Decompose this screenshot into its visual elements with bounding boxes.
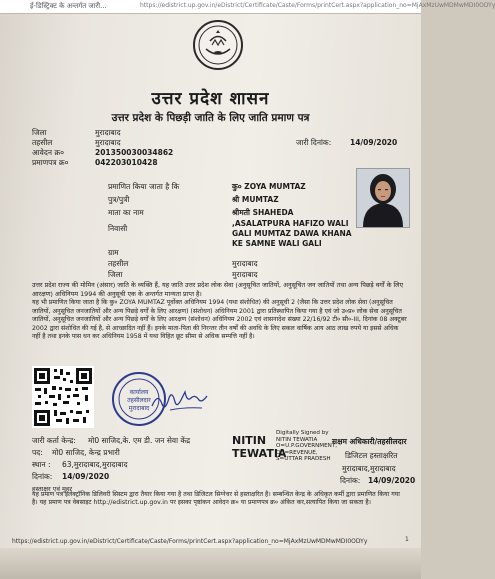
dsig-date: 14/09/2020: [368, 476, 416, 485]
caste-statement: उत्तर प्रदेश राज्य की मोमिन (अंसार) जाति के व्यक्ति हैं, यह जाति उत्तर प्रदेश लोक सेवा (अनुसूचित जातियों, अनुसूचित जन जातियों तथा अन्य पिछड़े वर्गों के लिए आरक्षण) अधिनियम 1994 की अनुसूची एक के अन्तर्गत मान्यता प्राप्त है।: [32, 281, 404, 298]
applicant-photo-figure: [357, 169, 409, 227]
mother-name: श्रीमती SHAHEDA: [232, 208, 294, 217]
applicant-district-label: जिला: [108, 270, 123, 279]
father-name: श्री MUMTAZ: [232, 195, 279, 204]
district-value: मुरादाबाद: [95, 128, 121, 137]
seal-line-2: तहसीलदार: [127, 397, 151, 404]
creamy-layer-statement: यह भी प्रमाणित किया जाता है कि कु० ZOYA MUMTAZ पूर्वोक्त अधिनियम 1994 (यथा संशोधित) की अनुसूची 2 (जैसा कि उत्तर प्रदेश लोक सेवा (अनुसूचित जातियों, अनुसूचित जनजातियों और अन्य पिछड़े वर्गों के लिए आरक्षण) (संशोधन) अधिनियम 2001 द्वारा प्रतिस्थापित किया गया है एवं जो उ०प्र० लोक सेवा अनुसूचित जातियों, अनुसूचित जनजातियों और अन्य पिछड़े वर्गों के लिए आरक्षण (संशोधन) अधिनियम 2002 एवं शासनादेश संख्या 22/16/92 टी० सी०-III, दिनांक 08 अक्टूबर 2002 द्वारा संशोधित की गई है, से आच्छादित नहीं हैं। इनके माता-पिता की निरन्तर तीन वर्षों की अवधि के लिए सकल वार्षिक आय आठ लाख रुपये या इससे अधिक नहीं है तथा इनके पास धन कर अधिनियम 1958 में यथा विहित छूट सीमा से अधिक सम्पत्ति नहीं है।: [32, 299, 407, 341]
applicant-district: मुरादाबाद: [232, 270, 258, 279]
officer-location: मुरादाबाद,मुरादाबाद: [342, 464, 396, 473]
post-value: मो0 साजिद, केन्द्र प्रभारी: [52, 448, 120, 457]
place-value: 63,मुरादाबाद,मुरादाबाद: [62, 460, 128, 469]
certificate-no-label: प्रमाणपत्र क्र०: [32, 158, 69, 167]
tehsil-value: मुरादाबाद: [95, 138, 121, 147]
officer-digitally-signed: डिजिटल हस्ताक्षरित: [345, 451, 398, 460]
relation-label: पुत्र/पुत्री: [108, 195, 130, 204]
application-no: 201350030034862: [95, 148, 174, 157]
dsig-line-4: OU=REVENUE,: [276, 449, 318, 456]
issuer-date-label: दिनांक:: [32, 472, 53, 481]
paper-bottom-edge: [0, 548, 421, 579]
applicant-address: ,ASALATPURA HAFIZO WALI GALI MUMTAZ DAWA KHANA KE SAMNE WALI GALI: [232, 219, 352, 248]
digital-signer-name: NITIN TEWATIA: [232, 434, 287, 460]
dsig-line-5: S=UTTAR PRADESH: [276, 456, 331, 463]
applicant-tehsil: मुरादाबाद: [232, 259, 258, 268]
issued-by-value: मो0 साजिद,के. एम डी. जन सेवा केंद्र: [88, 436, 191, 445]
village-label: ग्राम: [108, 248, 119, 257]
certify-intro: प्रमाणित किया जाता है कि: [108, 182, 180, 191]
header-left-text: ई-डिस्ट्रिक्ट के अन्तर्गत जारी...: [30, 2, 107, 10]
officer-designation: सक्षम अधिकारी/तहसीलदार: [332, 437, 407, 446]
issue-date-label: जारी दिनांक:: [296, 138, 332, 147]
signature-seal-label: हस्ताक्षर एवं मुहर: [32, 485, 73, 493]
issued-by-label: जारी कर्ता केन्द्र:: [32, 436, 76, 445]
certificate-title: उत्तर प्रदेश शासन: [151, 89, 270, 109]
browser-print-header: [0, 0, 495, 14]
applicant-name: कु० ZOYA MUMTAZ: [232, 182, 306, 191]
dsig-date-label: दिनांक:: [340, 476, 361, 485]
seal-line-3: मुरादाबाद: [128, 405, 150, 412]
application-no-label: आवेदन क्र०: [32, 148, 65, 157]
district-label: जिला: [32, 128, 47, 137]
verification-qr-code: [32, 366, 94, 428]
applicant-photo: [356, 168, 410, 228]
mother-label: माता का नाम: [108, 208, 144, 217]
tehsil-label: तहसील: [32, 138, 53, 147]
dsig-line-2: NITIN TEWATIA: [276, 436, 318, 443]
footer-note: यह प्रमाण पत्र इलेक्ट्रॉनिक डिलिवरी सिस्टम द्वारा तैयार किया गया है तथा डिजिटल सिग्नेचर से हस्ताक्षरित है। सम्बन्धित केन्द्र के अधिकृत कर्मी द्वारा प्रमाणित किया गया है। यह प्रमाण पत्र वेबसाइट http://edistrict.up.gov.in पर इसका पृष्ठांकन आवेदन क्र० या प्रमाणपत्र क्र० अंकित कर,सत्यापित किया जा सकता है।: [32, 491, 400, 506]
header-url: https://edistrict.up.gov.in/eDistrict/Certificate/Caste/Forms/printCert.aspx?application_no=MjAxMzUwMDMwMDI0ODYy: [140, 2, 495, 9]
dsig-line-1: Digitally Signed by: [276, 430, 329, 436]
handwritten-signature: [150, 388, 210, 414]
place-label: स्थान :: [32, 460, 51, 469]
address-label: निवासी: [108, 224, 128, 233]
up-government-emblem-icon: [192, 19, 244, 71]
certificate-no: 042203010428: [95, 158, 158, 167]
issue-date: 14/09/2020: [350, 138, 398, 147]
seal-line-1: कार्यालय: [129, 389, 149, 396]
issuer-date: 14/09/2020: [62, 472, 110, 481]
digital-signature-details: [276, 430, 337, 463]
certificate-subtitle: उत्तर प्रदेश के पिछड़ी जाति के लिए जाति प्रमाण पत्र: [111, 112, 310, 124]
print-footer-url: https://edistrict.up.gov.in/eDistrict/Certificate/Caste/Forms/printCert.aspx?application_no=MjAxMzUwMDMwMDI0ODYy: [12, 538, 368, 545]
applicant-tehsil-label: तहसील: [108, 259, 129, 268]
post-label: पद:: [32, 448, 43, 457]
print-page-number: 1: [405, 536, 409, 543]
dsig-line-3: O=U.P.GOVERNMENT,: [276, 443, 338, 450]
